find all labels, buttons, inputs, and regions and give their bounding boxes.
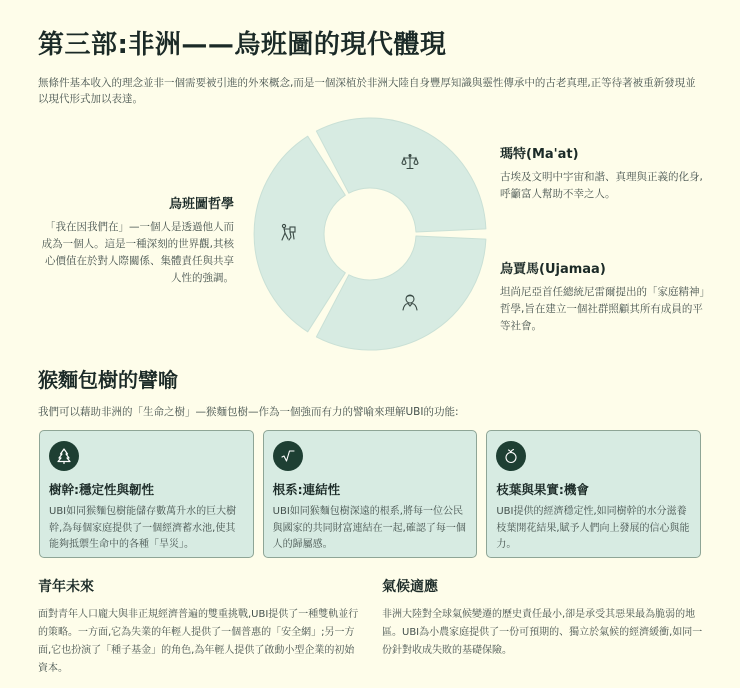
- concept-donut-chart: [250, 114, 490, 354]
- root-icon: [273, 441, 303, 471]
- card-roots-text: UBI如同猴麵包樹深遠的根系,將每一位公民與國家的共同財富連結在一起,確認了每一個人的歸屬感。: [272, 506, 466, 550]
- baobab-intro: 我們可以藉助非洲的「生命之樹」—猴麵包樹—作為一個強而有力的譬喻來理解UBI的功能:: [38, 406, 459, 418]
- tree-icon: [49, 441, 79, 471]
- concept-maat-title: 瑪特(Ma'at): [500, 147, 579, 162]
- card-roots: [263, 430, 478, 558]
- climate-adaptation-section: [382, 576, 707, 660]
- segment-ubuntu[interactable]: [254, 136, 345, 332]
- card-roots-title: 根系:連結性: [272, 482, 341, 497]
- concept-ubuntu: [38, 193, 234, 287]
- concept-ujamaa: [500, 258, 705, 335]
- card-fruit-title: 枝葉與果實:機會: [496, 482, 589, 497]
- concept-ujamaa-title: 烏賈馬(Ujamaa): [500, 262, 606, 277]
- card-fruit-text: UBI提供的經濟穩定性,如同樹幹的水分滋養枝葉開花結果,賦予人們向上發展的信心與能力。: [496, 506, 690, 550]
- page-title: 第三部:非洲——烏班圖的現代體現: [38, 30, 447, 60]
- card-trunk-text: UBI如同猴麵包樹能儲存數萬升水的巨大樹幹,為每個家庭提供了一個經濟蓄水池,使其能夠抵禦生命中的各種「旱災」。: [49, 506, 237, 550]
- concept-ujamaa-text: 坦尚尼亞首任總統尼雷爾提出的「家庭精神」哲學,旨在建立一個社群照顧其所有成員的平等社會。: [500, 286, 705, 332]
- youth-future-title: 青年未來: [38, 579, 94, 595]
- segment-ujamaa[interactable]: [316, 236, 486, 350]
- youth-future-section: [38, 576, 363, 678]
- concept-ubuntu-text: 「我在因我們在」—一個人是透過他人而成為一個人。這是一種深刻的世界觀,其核心價值在於對人際關係、集體責任與共享人性的強調。: [41, 221, 234, 284]
- concept-ubuntu-title: 烏班圖哲學: [168, 197, 234, 212]
- baobab-cards: [39, 430, 701, 558]
- concept-maat-text: 古埃及文明中宇宙和諧、真理與正義的化身,呼籲富人幫助不幸之人。: [500, 171, 703, 200]
- fruit-icon: [496, 441, 526, 471]
- intro-paragraph: 無條件基本收入的理念並非一個需要被引進的外來概念,而是一個深植於非洲大陸自身豐厚知識與靈性傳承中的古老真理,正等待著被重新發現並以現代形式加以表達。: [38, 77, 696, 105]
- climate-adaptation-title: 氣候適應: [382, 579, 438, 595]
- youth-future-text: 面對青年人口龐大與非正規經濟普遍的雙重挑戰,UBI提供了一種雙軌並行的策略。一方面,它為失業的年輕人提供了一個普惠的「安全網」;另一方面,它也扮演了「種子基金」的角色,為年輕人提供了啟動小型企業的初始資本。: [38, 609, 359, 674]
- concept-maat: [500, 143, 705, 203]
- card-fruit: [486, 430, 701, 558]
- segment-maat[interactable]: [316, 118, 486, 232]
- card-trunk: [39, 430, 254, 558]
- baobab-section-title: 猴麵包樹的譬喻: [38, 368, 178, 392]
- card-trunk-title: 樹幹:穩定性與韌性: [49, 482, 154, 497]
- climate-adaptation-text: 非洲大陸對全球氣候變遷的歷史責任最小,卻是承受其惡果最為脆弱的地區。UBI為小農家庭提供了一份可預期的、獨立於氣候的經濟緩衝,如同一份針對收成失敗的基礎保險。: [382, 609, 703, 656]
